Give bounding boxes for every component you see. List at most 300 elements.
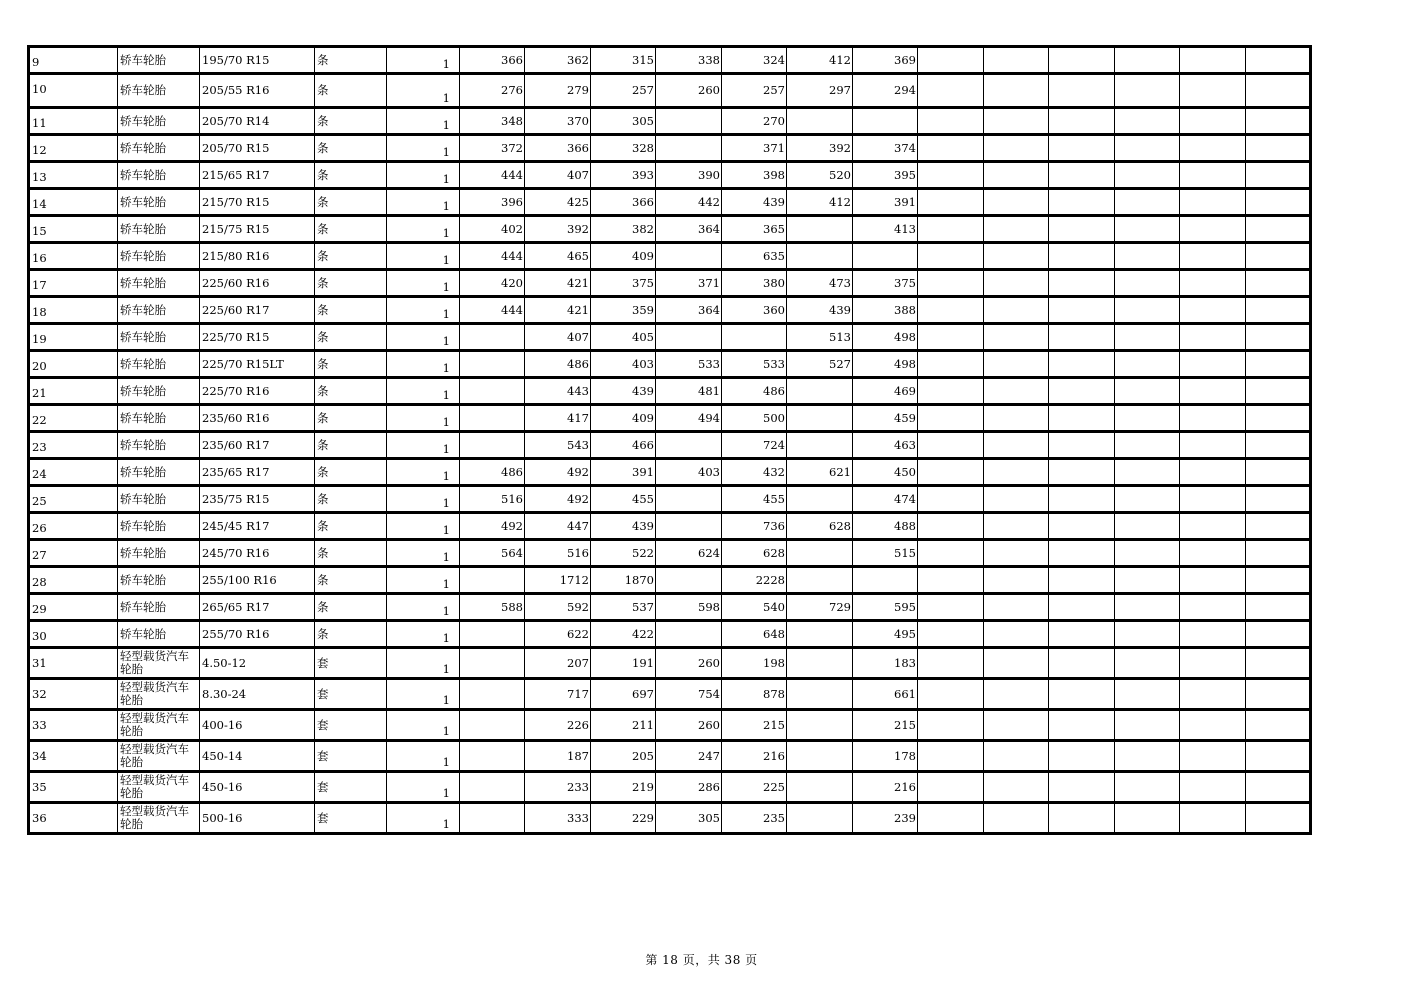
price-cell: 443 — [525, 378, 591, 405]
empty-cell — [1180, 378, 1246, 405]
row-number: 24 — [29, 459, 118, 486]
price-cell: 516 — [460, 486, 525, 513]
price-cell — [656, 108, 722, 135]
empty-cell — [1180, 803, 1246, 834]
item-quantity: 1 — [387, 741, 460, 772]
empty-cell — [918, 405, 984, 432]
row-number: 32 — [29, 679, 118, 710]
empty-cell — [984, 243, 1049, 270]
empty-cell — [918, 710, 984, 741]
empty-cell — [1180, 486, 1246, 513]
item-quantity: 1 — [387, 243, 460, 270]
price-cell: 1712 — [525, 567, 591, 594]
item-unit: 条 — [315, 567, 387, 594]
item-unit: 套 — [315, 772, 387, 803]
empty-cell — [918, 540, 984, 567]
price-cell — [853, 108, 918, 135]
item-spec: 4.50-12 — [200, 648, 315, 679]
empty-cell — [1180, 162, 1246, 189]
empty-cell — [918, 803, 984, 834]
item-quantity: 1 — [387, 772, 460, 803]
price-cell: 432 — [722, 459, 787, 486]
item-unit: 条 — [315, 135, 387, 162]
empty-cell — [1246, 621, 1311, 648]
item-unit: 套 — [315, 741, 387, 772]
item-name: 轻型载货汽车轮胎 — [118, 741, 200, 772]
price-cell: 425 — [525, 189, 591, 216]
price-cell: 527 — [787, 351, 853, 378]
empty-cell — [984, 432, 1049, 459]
empty-cell — [984, 540, 1049, 567]
price-cell: 359 — [591, 297, 656, 324]
table-row — [29, 594, 1311, 621]
price-cell: 729 — [787, 594, 853, 621]
item-spec: 235/65 R17 — [200, 459, 315, 486]
item-quantity: 1 — [387, 162, 460, 189]
item-name: 轿车轮胎 — [118, 459, 200, 486]
price-cell: 513 — [787, 324, 853, 351]
item-name: 轿车轮胎 — [118, 270, 200, 297]
price-cell: 409 — [591, 243, 656, 270]
item-spec: 245/70 R16 — [200, 540, 315, 567]
row-number: 13 — [29, 162, 118, 189]
price-cell: 369 — [853, 47, 918, 74]
price-cell: 233 — [525, 772, 591, 803]
item-spec: 245/45 R17 — [200, 513, 315, 540]
price-cell: 417 — [525, 405, 591, 432]
table-row — [29, 189, 1311, 216]
price-cell: 366 — [591, 189, 656, 216]
empty-cell — [918, 594, 984, 621]
item-unit: 套 — [315, 679, 387, 710]
empty-cell — [1246, 803, 1311, 834]
row-number: 36 — [29, 803, 118, 834]
item-unit: 条 — [315, 351, 387, 378]
table-row — [29, 540, 1311, 567]
item-spec: 205/55 R16 — [200, 74, 315, 108]
price-cell: 522 — [591, 540, 656, 567]
item-name: 轿车轮胎 — [118, 47, 200, 74]
price-cell: 588 — [460, 594, 525, 621]
empty-cell — [1246, 405, 1311, 432]
empty-cell — [984, 405, 1049, 432]
empty-cell — [918, 162, 984, 189]
item-spec: 215/80 R16 — [200, 243, 315, 270]
price-cell: 1870 — [591, 567, 656, 594]
row-number: 11 — [29, 108, 118, 135]
empty-cell — [1246, 432, 1311, 459]
price-cell: 624 — [656, 540, 722, 567]
price-cell: 465 — [525, 243, 591, 270]
price-cell: 473 — [787, 270, 853, 297]
price-cell: 183 — [853, 648, 918, 679]
item-quantity: 1 — [387, 567, 460, 594]
price-cell — [460, 648, 525, 679]
price-cell: 494 — [656, 405, 722, 432]
price-cell: 2228 — [722, 567, 787, 594]
empty-cell — [1115, 405, 1180, 432]
price-cell — [656, 432, 722, 459]
price-cell: 474 — [853, 486, 918, 513]
price-cell: 393 — [591, 162, 656, 189]
item-spec: 255/100 R16 — [200, 567, 315, 594]
item-name: 轿车轮胎 — [118, 189, 200, 216]
item-quantity: 1 — [387, 594, 460, 621]
price-cell — [787, 648, 853, 679]
item-unit: 条 — [315, 243, 387, 270]
empty-cell — [1180, 216, 1246, 243]
table-row — [29, 162, 1311, 189]
price-cell: 405 — [591, 324, 656, 351]
price-cell — [460, 772, 525, 803]
price-cell: 492 — [460, 513, 525, 540]
empty-cell — [984, 486, 1049, 513]
table-row — [29, 324, 1311, 351]
empty-cell — [1049, 108, 1115, 135]
empty-cell — [1049, 679, 1115, 710]
empty-cell — [984, 567, 1049, 594]
empty-cell — [1049, 710, 1115, 741]
row-number: 30 — [29, 621, 118, 648]
price-cell: 540 — [722, 594, 787, 621]
empty-cell — [1115, 486, 1180, 513]
price-cell — [787, 803, 853, 834]
empty-cell — [1246, 486, 1311, 513]
item-quantity: 1 — [387, 803, 460, 834]
empty-cell — [1049, 74, 1115, 108]
empty-cell — [1049, 459, 1115, 486]
item-quantity: 1 — [387, 378, 460, 405]
empty-cell — [1115, 432, 1180, 459]
empty-cell — [1049, 324, 1115, 351]
row-number: 15 — [29, 216, 118, 243]
price-cell — [656, 567, 722, 594]
price-cell — [787, 540, 853, 567]
table-row — [29, 74, 1311, 108]
price-cell: 294 — [853, 74, 918, 108]
price-cell: 178 — [853, 741, 918, 772]
price-cell — [787, 741, 853, 772]
empty-cell — [1246, 378, 1311, 405]
empty-cell — [1115, 803, 1180, 834]
price-cell: 260 — [656, 648, 722, 679]
item-name: 轿车轮胎 — [118, 135, 200, 162]
price-cell: 595 — [853, 594, 918, 621]
price-cell: 444 — [460, 297, 525, 324]
item-quantity: 1 — [387, 351, 460, 378]
item-name: 轿车轮胎 — [118, 567, 200, 594]
price-cell: 219 — [591, 772, 656, 803]
price-cell: 364 — [656, 216, 722, 243]
item-unit: 条 — [315, 621, 387, 648]
empty-cell — [1115, 567, 1180, 594]
row-number: 23 — [29, 432, 118, 459]
price-cell — [787, 710, 853, 741]
price-cell: 543 — [525, 432, 591, 459]
price-cell: 488 — [853, 513, 918, 540]
price-cell: 648 — [722, 621, 787, 648]
price-cell: 226 — [525, 710, 591, 741]
table-row — [29, 270, 1311, 297]
price-cell: 225 — [722, 772, 787, 803]
price-cell: 403 — [656, 459, 722, 486]
item-name: 轻型载货汽车轮胎 — [118, 679, 200, 710]
item-name: 轻型载货汽车轮胎 — [118, 710, 200, 741]
empty-cell — [1180, 432, 1246, 459]
item-name: 轻型载货汽车轮胎 — [118, 648, 200, 679]
empty-cell — [1115, 351, 1180, 378]
empty-cell — [1180, 594, 1246, 621]
empty-cell — [1049, 135, 1115, 162]
price-cell: 380 — [722, 270, 787, 297]
empty-cell — [918, 741, 984, 772]
item-name: 轿车轮胎 — [118, 405, 200, 432]
empty-cell — [984, 803, 1049, 834]
empty-cell — [918, 135, 984, 162]
price-cell — [460, 351, 525, 378]
item-quantity: 1 — [387, 405, 460, 432]
empty-cell — [1180, 567, 1246, 594]
empty-cell — [984, 189, 1049, 216]
price-cell: 297 — [787, 74, 853, 108]
price-table — [27, 45, 1312, 835]
empty-cell — [1246, 772, 1311, 803]
price-cell: 422 — [591, 621, 656, 648]
empty-cell — [918, 621, 984, 648]
price-cell: 413 — [853, 216, 918, 243]
item-name: 轿车轮胎 — [118, 621, 200, 648]
empty-cell — [984, 741, 1049, 772]
empty-cell — [918, 108, 984, 135]
price-cell — [787, 432, 853, 459]
empty-cell — [1246, 324, 1311, 351]
empty-cell — [1246, 513, 1311, 540]
price-cell: 439 — [722, 189, 787, 216]
price-cell: 235 — [722, 803, 787, 834]
empty-cell — [1115, 162, 1180, 189]
item-name: 轻型载货汽车轮胎 — [118, 803, 200, 834]
item-spec: 225/60 R16 — [200, 270, 315, 297]
price-cell: 500 — [722, 405, 787, 432]
table-row — [29, 432, 1311, 459]
item-spec: 215/65 R17 — [200, 162, 315, 189]
empty-cell — [1115, 297, 1180, 324]
page-footer: 第 18 页，共 38 页 — [645, 953, 758, 967]
price-cell: 635 — [722, 243, 787, 270]
empty-cell — [1180, 324, 1246, 351]
price-cell: 492 — [525, 459, 591, 486]
row-number: 14 — [29, 189, 118, 216]
empty-cell — [1180, 297, 1246, 324]
price-cell — [787, 216, 853, 243]
empty-cell — [1246, 162, 1311, 189]
empty-cell — [984, 74, 1049, 108]
item-quantity: 1 — [387, 47, 460, 74]
row-number: 21 — [29, 378, 118, 405]
item-name: 轿车轮胎 — [118, 162, 200, 189]
price-cell: 407 — [525, 324, 591, 351]
price-cell: 392 — [787, 135, 853, 162]
price-cell: 315 — [591, 47, 656, 74]
row-number: 12 — [29, 135, 118, 162]
item-unit: 条 — [315, 594, 387, 621]
price-cell — [460, 324, 525, 351]
empty-cell — [984, 324, 1049, 351]
item-quantity: 1 — [387, 216, 460, 243]
row-number: 16 — [29, 243, 118, 270]
price-cell — [460, 741, 525, 772]
item-name: 轿车轮胎 — [118, 540, 200, 567]
price-cell: 486 — [722, 378, 787, 405]
row-number: 28 — [29, 567, 118, 594]
item-quantity: 1 — [387, 74, 460, 108]
price-cell — [787, 243, 853, 270]
table-row — [29, 803, 1311, 834]
empty-cell — [1049, 803, 1115, 834]
empty-cell — [984, 270, 1049, 297]
empty-cell — [1049, 540, 1115, 567]
price-cell: 481 — [656, 378, 722, 405]
price-cell: 247 — [656, 741, 722, 772]
item-name: 轿车轮胎 — [118, 378, 200, 405]
row-number: 9 — [29, 47, 118, 74]
price-cell: 215 — [853, 710, 918, 741]
empty-cell — [1180, 47, 1246, 74]
item-quantity: 1 — [387, 108, 460, 135]
empty-cell — [1180, 540, 1246, 567]
price-cell: 515 — [853, 540, 918, 567]
price-cell — [656, 135, 722, 162]
item-name: 轿车轮胎 — [118, 594, 200, 621]
price-cell: 455 — [591, 486, 656, 513]
price-cell: 717 — [525, 679, 591, 710]
empty-cell — [1180, 459, 1246, 486]
item-unit: 条 — [315, 162, 387, 189]
table-row — [29, 108, 1311, 135]
price-cell: 412 — [787, 189, 853, 216]
empty-cell — [1115, 216, 1180, 243]
price-cell: 396 — [460, 189, 525, 216]
item-quantity: 1 — [387, 270, 460, 297]
price-cell: 388 — [853, 297, 918, 324]
empty-cell — [1115, 47, 1180, 74]
price-cell: 439 — [591, 513, 656, 540]
item-spec: 205/70 R15 — [200, 135, 315, 162]
empty-cell — [918, 679, 984, 710]
price-cell: 754 — [656, 679, 722, 710]
price-cell — [787, 108, 853, 135]
price-cell: 260 — [656, 74, 722, 108]
empty-cell — [1049, 405, 1115, 432]
price-cell: 371 — [656, 270, 722, 297]
price-cell: 736 — [722, 513, 787, 540]
price-cell: 444 — [460, 162, 525, 189]
empty-cell — [984, 459, 1049, 486]
item-spec: 195/70 R15 — [200, 47, 315, 74]
empty-cell — [1049, 567, 1115, 594]
price-cell: 421 — [525, 297, 591, 324]
empty-cell — [1246, 567, 1311, 594]
item-spec: 450-16 — [200, 772, 315, 803]
price-cell: 382 — [591, 216, 656, 243]
price-cell: 374 — [853, 135, 918, 162]
empty-cell — [984, 513, 1049, 540]
table-row — [29, 772, 1311, 803]
item-name: 轿车轮胎 — [118, 513, 200, 540]
price-cell: 621 — [787, 459, 853, 486]
price-cell: 402 — [460, 216, 525, 243]
price-cell: 459 — [853, 405, 918, 432]
price-cell: 592 — [525, 594, 591, 621]
price-cell — [460, 679, 525, 710]
price-cell: 205 — [591, 741, 656, 772]
price-cell: 498 — [853, 324, 918, 351]
price-cell: 239 — [853, 803, 918, 834]
item-spec: 235/60 R16 — [200, 405, 315, 432]
item-quantity: 1 — [387, 648, 460, 679]
price-cell: 366 — [460, 47, 525, 74]
table-row — [29, 679, 1311, 710]
table-row — [29, 378, 1311, 405]
item-quantity: 1 — [387, 540, 460, 567]
table-row — [29, 567, 1311, 594]
table-row — [29, 486, 1311, 513]
price-cell — [460, 567, 525, 594]
table-row — [29, 513, 1311, 540]
item-spec: 225/70 R15LT — [200, 351, 315, 378]
empty-cell — [1115, 679, 1180, 710]
row-number: 26 — [29, 513, 118, 540]
item-quantity: 1 — [387, 486, 460, 513]
price-cell: 370 — [525, 108, 591, 135]
price-cell: 420 — [460, 270, 525, 297]
empty-cell — [1246, 540, 1311, 567]
empty-cell — [1115, 741, 1180, 772]
price-cell — [853, 243, 918, 270]
empty-cell — [918, 459, 984, 486]
price-cell: 333 — [525, 803, 591, 834]
empty-cell — [1049, 741, 1115, 772]
item-name: 轿车轮胎 — [118, 432, 200, 459]
price-cell: 338 — [656, 47, 722, 74]
price-cell: 257 — [591, 74, 656, 108]
empty-cell — [918, 243, 984, 270]
empty-cell — [1180, 405, 1246, 432]
row-number: 35 — [29, 772, 118, 803]
price-cell: 348 — [460, 108, 525, 135]
price-cell: 598 — [656, 594, 722, 621]
price-cell: 215 — [722, 710, 787, 741]
price-cell — [460, 621, 525, 648]
row-number: 27 — [29, 540, 118, 567]
empty-cell — [1180, 621, 1246, 648]
price-cell: 533 — [722, 351, 787, 378]
price-cell: 207 — [525, 648, 591, 679]
empty-cell — [918, 270, 984, 297]
empty-cell — [1246, 47, 1311, 74]
price-cell — [787, 679, 853, 710]
empty-cell — [1115, 243, 1180, 270]
price-cell: 216 — [722, 741, 787, 772]
empty-cell — [984, 679, 1049, 710]
price-cell: 211 — [591, 710, 656, 741]
price-cell: 324 — [722, 47, 787, 74]
item-name: 轿车轮胎 — [118, 216, 200, 243]
empty-cell — [1246, 594, 1311, 621]
price-cell: 661 — [853, 679, 918, 710]
item-quantity: 1 — [387, 710, 460, 741]
empty-cell — [1180, 243, 1246, 270]
